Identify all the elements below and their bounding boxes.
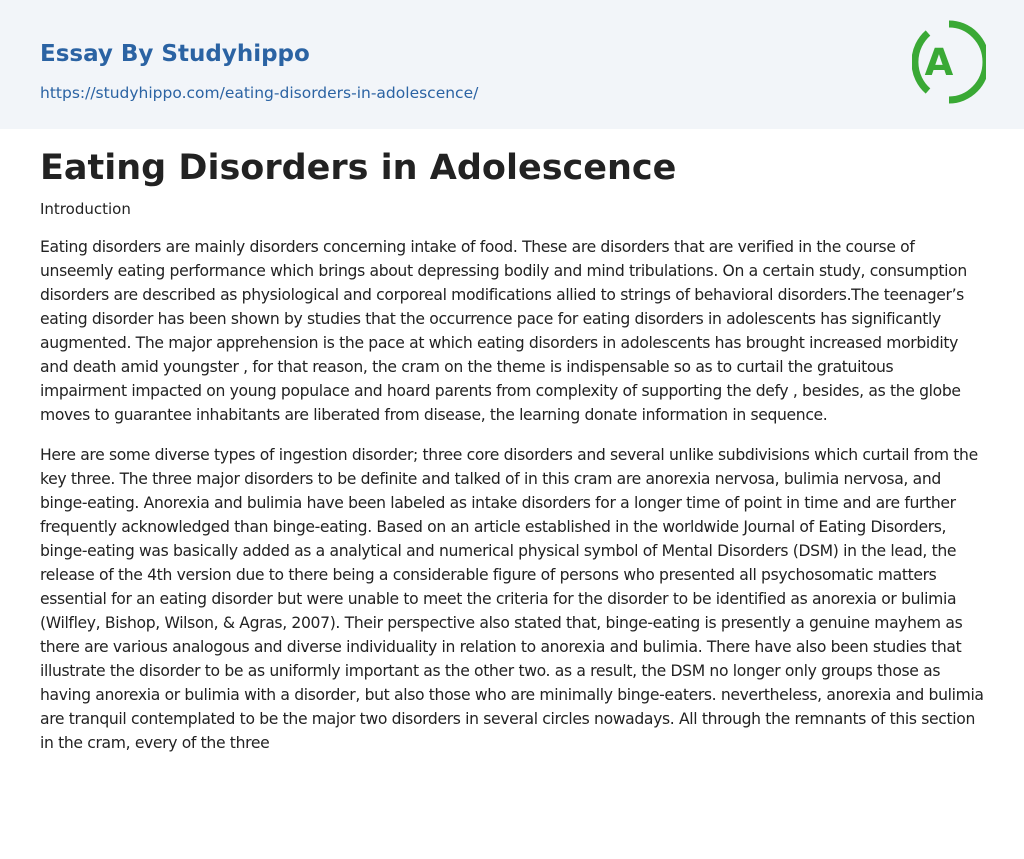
logo-letter: A: [924, 41, 954, 84]
paragraph: Here are some diverse types of ingestion disorder; three core disorders and several unlike subdivisions which curtail from the key three. The three major disorders to be definite and talked of in this cram are anorexia nervosa, bulimia nervosa, and binge-eating. Anorexia and bulimia have been labeled as intake disorders for a longer time of point in time and are further frequently acknowledged than binge-eating. Based on an article established in the worldwide Journal of Eating Disorders, binge-eating was basically added as a analytical and numerical physical symbol of Mental Disorders (DSM) in the lead, the release of the 4th version due to there being a considerable figure of persons who presented all psychosomatic matters essential for an eating disorder but were unable to meet the criteria for the disorder to be identified as anorexia or bulimia (Wilfley, Bishop, Wilson, & Agras, 2007). Their perspective also stated that, binge-eating is presently a genuine mayhem as there are various analogous and diverse individuality in relation to anorexia and bulimia. There have also been studies that illustrate the disorder to be as uniformly important as the other two. as a result, the DSM no longer only groups those as having anorexia or bulimia with a disorder, but also those who are minimally binge-eaters. nevertheless, anorexia and bulimia are tranquil contemplated to be the major two disorders in several circles nowadays. All through the remnants of this section in the cram, every of the three: [40, 446, 984, 752]
essay-content: [40, 145, 984, 755]
page-title: Eating Disorders in Adolescence: [40, 148, 677, 188]
studyhippo-logo-icon[interactable]: [912, 19, 986, 105]
brand-title[interactable]: Essay By Studyhippo: [40, 41, 310, 67]
site-header: [0, 0, 1024, 129]
source-url-link[interactable]: https://studyhippo.com/eating-disorders-in-adolescence/: [40, 84, 479, 102]
paragraph: Eating disorders are mainly disorders concerning intake of food. These are disorders that are verified in the course of unseemly eating performance which brings about depressing bodily and mind tribulations. On a certain study, consumption disorders are described as physiological and corporeal modifications allied to strings of behavioral disorders.The teenager’s eating disorder has been shown by studies that the occurrence pace for eating disorders in adolescents has significantly augmented. The major apprehension is the pace at which eating disorders in adolescents has brought increased morbidity and death amid youngster , for that reason, the cram on the theme is indispensable so as to curtail the gratuitous impairment impacted on young populace and hoard parents from complexity of supporting the defy , besides, as the globe moves to guarantee inhabitants are liberated from disease, the learning donate information in sequence.: [40, 238, 967, 424]
section-heading: Introduction: [40, 200, 131, 218]
